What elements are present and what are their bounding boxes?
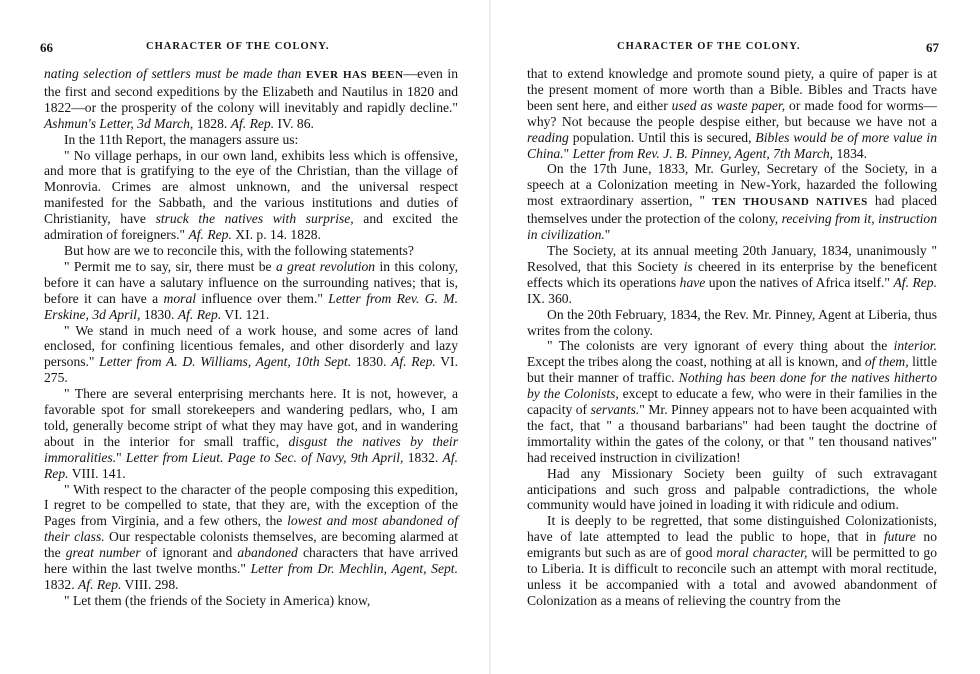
italic-text: a great revolution [275,258,376,274]
text-run: 1830. [351,354,392,370]
italic-text: Af. Rep. [188,227,232,243]
text-run: of ignorant and [140,545,238,561]
paragraph [44,132,458,148]
italic-text: Letter from Dr. Mechlin, Agent, Sept. [250,561,458,577]
text-run: or made food for worms—why? Not because the people despise either, but because we have not a [527,97,937,129]
italic-text: abandoned [237,545,298,561]
italic-text: is [683,258,693,274]
left-page-body [44,66,458,609]
text-run: VI. 275. [44,354,458,386]
text-run: " Let them (the friends of the Society in America) know, [64,592,371,608]
italic-text: lowest and most abandoned of their class. [44,513,459,545]
italic-text: Af. Rep. [44,449,458,481]
text-run: and excited the admiration of foreigners." [44,211,458,243]
paragraph [527,66,937,161]
italic-text: receiving from it, instruction in civilization. [527,211,937,243]
text-run: 1832. [44,577,78,592]
text-run: " No village perhaps, in our own land, exhibits less which is offensive, and more that is gratifying to the eye of the Christian, than the village of Monrovia. Crimes are almost unknown, and the universal respect manifested for the Sabbath, and the various institutions and duties of Christianity, have [44,147,458,227]
italic-text: Letter from Rev. G. M. Erskine, 3d April, [44,290,458,322]
italic-text: have [679,274,706,290]
italic-text: reading [527,129,569,145]
text-run: no emigrants but such as are of good [527,529,937,561]
text-run: influence over them." [196,290,329,306]
italic-text: nating selection of settlers must be made than [44,66,306,81]
paragraph [44,482,458,593]
text-run: cheered in its enterprise by the beneficent effects which its operations [527,258,938,290]
paragraph [44,259,458,323]
text-run: VIII. 298. [121,577,179,592]
text-run: Had any Missionary Society been guilty of such extravagant anticipations and such gross and palpable contradictions, the whole community would have joined in loading it with ridicule and odium. [527,465,937,513]
text-run: " [116,449,126,465]
text-run: —even in the first and second expeditions by the Elizabeth and Nautilus in 1820 and 1822—or the prosperity of the colony will inevitably and rapidly decline." [44,66,458,115]
small-caps-text: EVER HAS BEEN [305,69,404,81]
italic-text: of them, [864,354,909,370]
text-run: 1834. [833,145,868,161]
left-running-title: CHARACTER OF THE COLONY. [146,41,330,52]
paragraph [527,243,937,307]
small-caps-text: TEN THOUSAND NATIVES [712,196,868,209]
paragraph [44,243,458,259]
left-running-head [40,40,458,56]
italic-text: Af. Rep. [391,354,436,370]
text-run: population. Until this is secured, [568,129,756,145]
text-run: " We stand in much need of a work house, and some acres of land enclosed, for confining licentious females, and other disorderly and lazy persons." [44,322,458,370]
right-running-head [527,40,939,56]
text-run: IV. 86. [274,115,314,131]
italic-text: disgust the natives by their immoralities. [44,433,458,465]
paragraph [44,148,458,243]
paragraph [44,66,458,132]
paragraph [44,593,458,609]
text-run: " [604,227,611,243]
italic-text: Af. Rep. [230,115,275,131]
italic-text: used as waste paper, [671,97,786,113]
italic-text: servants. [590,402,640,418]
italic-text: moral [163,290,197,306]
left-page-number: 66 [40,40,53,55]
text-run: had placed themselves under the protection of the colony, [527,193,937,227]
text-run: will be permitted to go to Liberia. It is difficult to reconcile such an attempt with moral rectitude, unless it be accompanied with a total and avowed abandonment of Colonization as a means of relieving the country from the [527,545,937,608]
italic-text: struck the natives with surprise, [155,211,354,227]
text-run: except to educate a few, who were in their families in the capacity of [527,386,937,418]
text-run: in this colony, before it can have a salutary influence on the surrounding natives; that is, before it can have a [44,258,458,306]
text-run: upon the natives of Africa itself." [705,274,894,290]
text-run: characters that have arrived here within the last twelve months." [44,545,458,577]
italic-text: Bibles would be of more value in China. [527,129,937,161]
italic-text: Letter from A. D. Williams, Agent, 10th Sept. [99,354,352,370]
right-page [490,0,980,674]
text-run: 1830. [140,306,178,322]
italic-text: Letter from Rev. J. B. Pinney, Agent, 7th March, [572,145,834,161]
italic-text: great number [65,545,141,561]
text-run: In the 11th Report, the managers assure us: [64,131,299,147]
text-run: " [563,145,573,161]
italic-text: future [883,529,916,545]
text-run: IX. 360. [527,290,572,306]
right-page-body [527,66,937,609]
text-run: " The colonists are very ignorant of every thing about the [547,338,894,354]
text-run: that to extend knowledge and promote sound piety, a quire of paper is at the present moment of more worth than a Bible. Bibles and Tracts have been sent here, and either [527,66,937,113]
text-run: VIII. 141. [68,465,126,481]
italic-text: Af. Rep. [77,577,122,592]
text-run: It is deeply to be regretted, that some distinguished Colonizationists, have of late attempted to lead the public to hope, that in [527,513,937,545]
italic-text: Nothing has been done for the natives hitherto by the Colonists, [527,370,937,402]
paragraph [527,307,937,339]
paragraph [527,513,937,608]
paragraph [527,466,937,514]
right-page-number: 67 [926,40,939,55]
text-run: But how are we to reconcile this, with the following statements? [64,242,414,258]
text-run: XI. p. 14. 1828. [231,227,322,243]
italic-text: Af. Rep. [177,306,222,322]
text-run: Except the tribes along the coast, nothing at all is known, and [527,354,865,370]
text-run: " There are several enterprising merchants here. It is not, however, a favorable spot for small storekeepers and wandering pedlars, who, I am told, generally become stript of what they may have got, and in wandering about in the interior for small traffic, [44,386,458,449]
text-run: VI. 121. [221,306,270,322]
text-run: Our respectable colonists themselves, are becoming alarmed at the [44,529,458,561]
italic-text: Ashmun's Letter, 3d March, [44,115,194,131]
italic-text: moral character, [716,545,808,561]
right-running-title: CHARACTER OF THE COLONY. [617,41,801,52]
paragraph [527,161,937,243]
text-run: little but their manner of traffic. [527,354,937,386]
paragraph [527,338,937,465]
text-run: " With respect to the character of the people composing this expedition, I regret to be compelled to state, that they are, with the exception of the Pages from Virginia, and a few others, the [44,481,458,529]
paragraph [44,386,458,481]
text-run: " Permit me to say, sir, there must be [64,258,276,274]
italic-text: Af. Rep. [893,274,937,290]
text-run: 1828. [193,115,231,131]
text-run: The Society, at its annual meeting 20th January, 1834, unanimously " Resolved, that this Society [527,242,937,274]
text-run: " Mr. Pinney appears not to have been acquainted with the fact, that " a thousand barbarians" had been taught the doctrine of immortality within the gates of the colony, or that " ten thousand natives" had received instruction in civilization! [527,402,938,465]
italic-text: Letter from Lieut. Page to Sec. of Navy, 9th April, [125,449,404,465]
text-run: On the 20th February, 1834, the Rev. Mr. Pinney, Agent at Liberia, thus writes from the colony. [527,306,937,338]
text-run: 1832. [403,449,443,465]
text-run: On the 17th June, 1833, Mr. Gurley, Secretary of the Society, in a speech at a Colonization meeting in New-York, hazarded the following most extraordinary assertion, " [527,161,937,209]
paragraph [44,323,458,387]
italic-text: interior. [893,338,937,354]
